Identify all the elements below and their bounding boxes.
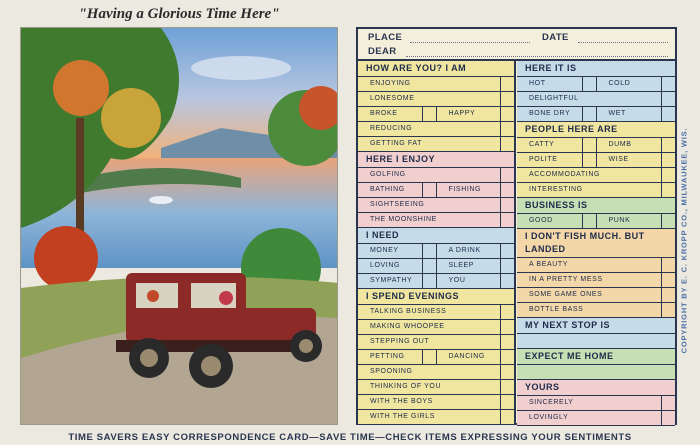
option-row xyxy=(358,136,514,151)
dear-label: DEAR xyxy=(368,46,397,57)
option-wise[interactable] xyxy=(596,153,676,167)
option-label: HAPPY xyxy=(448,110,476,117)
option-row xyxy=(358,379,514,394)
option-wet[interactable] xyxy=(596,107,676,121)
option-row xyxy=(517,76,675,91)
section-here-it-is xyxy=(517,61,675,122)
option-label: STEPPING OUT xyxy=(370,338,430,345)
option-with-the-boys[interactable] xyxy=(358,395,514,409)
section-yours xyxy=(517,380,675,426)
date-line[interactable] xyxy=(578,42,668,43)
option-row xyxy=(517,257,675,272)
option-row xyxy=(358,76,514,91)
option-row xyxy=(517,137,675,152)
section-i-spend-evenings xyxy=(358,289,514,425)
checkbox[interactable] xyxy=(422,259,436,273)
option-label: ACCOMMODATING xyxy=(529,171,601,178)
section-title: BUSINESS IS xyxy=(525,200,588,210)
option-getting-fat[interactable] xyxy=(358,137,514,151)
option-label: SIGHTSEEING xyxy=(370,201,425,208)
option-in-a-pretty-mess[interactable] xyxy=(517,273,675,287)
option-accommodating[interactable] xyxy=(517,168,675,182)
option-happy[interactable] xyxy=(436,107,515,121)
section-i-don-t-fish-much-but-landed xyxy=(517,229,675,318)
option-label: COLD xyxy=(608,80,631,87)
autumn-leaves-2 xyxy=(53,60,109,116)
option-row xyxy=(517,167,675,182)
scene-svg xyxy=(21,28,338,425)
option-talking-business[interactable] xyxy=(358,305,514,319)
option-label: WITH THE BOYS xyxy=(370,398,433,405)
form-header xyxy=(358,29,675,61)
section-how-are-you-i-am xyxy=(358,61,514,152)
option-label: SPOONING xyxy=(370,368,413,375)
option-the-moonshine[interactable] xyxy=(358,213,514,227)
section-title: EXPECT ME HOME xyxy=(525,351,614,361)
option-broke[interactable] xyxy=(358,107,436,121)
option-row xyxy=(517,213,675,228)
autumn-leaves xyxy=(101,88,161,148)
section-title: YOURS xyxy=(525,382,560,392)
checkbox[interactable] xyxy=(422,244,436,258)
checkbox[interactable] xyxy=(422,183,436,197)
option-money[interactable] xyxy=(358,244,436,258)
option-label: PETTING xyxy=(370,353,405,360)
option-row xyxy=(358,121,514,136)
section-title: I DON'T FISH MUCH. BUT LANDED xyxy=(525,231,645,254)
option-polite[interactable] xyxy=(517,153,596,167)
checkbox[interactable] xyxy=(500,198,514,212)
option-with-the-girls[interactable] xyxy=(358,410,514,424)
card-caption: "Having a Glorious Time Here" xyxy=(78,6,280,22)
section-title: I NEED xyxy=(366,230,400,240)
option-some-game-ones[interactable] xyxy=(517,288,675,302)
option-label: PUNK xyxy=(608,217,631,224)
option-row xyxy=(517,91,675,106)
option-label: WITH THE GIRLS xyxy=(370,413,436,420)
option-reducing[interactable] xyxy=(358,122,514,136)
option-label: HOT xyxy=(529,80,546,87)
option-row xyxy=(358,243,514,258)
option-label: BONE DRY xyxy=(529,110,571,117)
checkbox[interactable] xyxy=(582,138,596,152)
option-row xyxy=(358,258,514,273)
option-label: WISE xyxy=(608,156,629,163)
option-thinking-of-you[interactable] xyxy=(358,380,514,394)
section-people-here-are xyxy=(517,122,675,198)
option-row xyxy=(358,349,514,364)
option-label: MONEY xyxy=(370,247,399,254)
option-bottle-bass[interactable] xyxy=(517,303,675,317)
option-row xyxy=(358,364,514,379)
checkbox[interactable] xyxy=(582,153,596,167)
option-dumb[interactable] xyxy=(596,138,676,152)
option-row xyxy=(358,334,514,349)
option-label: LOVINGLY xyxy=(529,414,569,421)
section-business-is xyxy=(517,198,675,229)
option-row xyxy=(358,91,514,106)
option-label: GETTING FAT xyxy=(370,140,422,147)
checkbox[interactable] xyxy=(500,259,514,273)
option-lonesome[interactable] xyxy=(358,92,514,106)
option-label: THE MOONSHINE xyxy=(370,216,437,223)
option-row xyxy=(358,182,514,197)
option-fishing[interactable] xyxy=(436,183,515,197)
option-label: TALKING BUSINESS xyxy=(370,308,447,315)
section-my-next-stop-is xyxy=(517,318,675,349)
option-row xyxy=(358,394,514,409)
place-line[interactable] xyxy=(410,42,530,43)
option-label: FISHING xyxy=(448,186,482,193)
section-title: I SPEND EVENINGS xyxy=(366,291,460,301)
option-golfing[interactable] xyxy=(358,168,514,182)
option-label: LONESOME xyxy=(370,95,415,102)
dear-line[interactable] xyxy=(406,56,668,57)
option-row xyxy=(358,273,514,288)
option-row xyxy=(517,395,675,410)
correspondence-form xyxy=(356,27,677,425)
option-label: BROKE xyxy=(370,110,398,117)
option-row xyxy=(358,304,514,319)
option-row xyxy=(517,272,675,287)
checkbox[interactable] xyxy=(661,396,675,410)
option-label: SLEEP xyxy=(448,262,475,269)
option-row xyxy=(517,287,675,302)
option-label: GOOD xyxy=(529,217,553,224)
option-catty[interactable] xyxy=(517,138,596,152)
section-title: HOW ARE YOU? I AM xyxy=(366,63,467,73)
option-making-whoopee[interactable] xyxy=(358,320,514,334)
checkbox[interactable] xyxy=(500,410,514,424)
checkbox[interactable] xyxy=(500,320,514,334)
option-label: SOME GAME ONES xyxy=(529,291,603,298)
option-you[interactable] xyxy=(436,274,515,288)
option-stepping-out[interactable] xyxy=(358,335,514,349)
checkbox[interactable] xyxy=(500,122,514,136)
option-label: BOTTLE BASS xyxy=(529,306,584,313)
option-dancing[interactable] xyxy=(436,350,515,364)
option-label: REDUCING xyxy=(370,125,413,132)
copyright-notice: COPYRIGHT BY E. C. KROPP CO., MILWAUKEE, WIS. xyxy=(679,127,689,353)
option-bathing[interactable] xyxy=(358,183,436,197)
option-sleep[interactable] xyxy=(436,259,515,273)
option-row xyxy=(517,410,675,425)
option-label: BATHING xyxy=(370,186,405,193)
cloud xyxy=(191,56,291,80)
checkbox[interactable] xyxy=(500,380,514,394)
option-label: CATTY xyxy=(529,141,555,148)
option-sightseeing[interactable] xyxy=(358,198,514,212)
option-label: SYMPATHY xyxy=(370,277,413,284)
checkbox[interactable] xyxy=(422,274,436,288)
option-label: A BEAUTY xyxy=(529,261,569,268)
option-row xyxy=(517,106,675,121)
section-title: MY NEXT STOP IS xyxy=(525,320,611,330)
section-expect-me-home xyxy=(517,349,675,380)
checkbox[interactable] xyxy=(500,335,514,349)
write-in-line[interactable] xyxy=(517,333,675,348)
place-label: PLACE xyxy=(368,32,403,43)
option-label: WET xyxy=(608,110,626,117)
checkbox[interactable] xyxy=(500,244,514,258)
write-in-line[interactable] xyxy=(517,364,675,379)
checkbox[interactable] xyxy=(422,350,436,364)
option-label: GOLFING xyxy=(370,171,406,178)
option-label: IN A PRETTY MESS xyxy=(529,276,603,283)
option-a-beauty[interactable] xyxy=(517,258,675,272)
boat xyxy=(149,196,173,204)
checkbox[interactable] xyxy=(582,77,596,91)
option-row xyxy=(358,409,514,424)
checkbox[interactable] xyxy=(500,395,514,409)
checkbox[interactable] xyxy=(500,183,514,197)
option-row xyxy=(358,167,514,182)
checkbox[interactable] xyxy=(500,107,514,121)
checkbox[interactable] xyxy=(500,305,514,319)
checkbox[interactable] xyxy=(500,365,514,379)
option-cold[interactable] xyxy=(596,77,676,91)
section-i-need xyxy=(358,228,514,289)
option-label: POLITE xyxy=(529,156,558,163)
checkbox[interactable] xyxy=(422,107,436,121)
option-label: MAKING WHOOPEE xyxy=(370,323,445,330)
section-title: HERE I ENJOY xyxy=(366,154,436,164)
checkbox[interactable] xyxy=(500,213,514,227)
checkbox[interactable] xyxy=(661,77,675,91)
option-petting[interactable] xyxy=(358,350,436,364)
option-a-drink[interactable] xyxy=(436,244,515,258)
option-label: DANCING xyxy=(448,353,485,360)
option-punk[interactable] xyxy=(596,214,676,228)
option-row xyxy=(517,182,675,197)
option-row xyxy=(358,212,514,227)
option-sympathy[interactable] xyxy=(358,274,436,288)
option-row xyxy=(358,197,514,212)
option-label: YOU xyxy=(448,277,466,284)
option-good[interactable] xyxy=(517,214,596,228)
option-label: LOVING xyxy=(370,262,401,269)
lake-scene-illustration xyxy=(20,27,338,425)
checkbox[interactable] xyxy=(500,274,514,288)
checkbox[interactable] xyxy=(500,168,514,182)
option-row xyxy=(517,302,675,317)
left-column xyxy=(358,61,516,423)
option-spooning[interactable] xyxy=(358,365,514,379)
section-title: PEOPLE HERE ARE xyxy=(525,124,618,134)
option-hot[interactable] xyxy=(517,77,596,91)
option-label: DELIGHTFUL xyxy=(529,95,579,102)
option-row xyxy=(358,319,514,334)
right-column xyxy=(517,61,675,423)
red-bush xyxy=(34,226,98,290)
section-here-i-enjoy xyxy=(358,152,514,228)
checkbox[interactable] xyxy=(500,77,514,91)
option-label: DUMB xyxy=(608,141,632,148)
checkbox[interactable] xyxy=(582,214,596,228)
option-label: SINCERELY xyxy=(529,399,574,406)
option-row xyxy=(358,106,514,121)
option-interesting[interactable] xyxy=(517,183,675,197)
option-loving[interactable] xyxy=(358,259,436,273)
option-label: ENJOYING xyxy=(370,80,411,87)
section-title: HERE IT IS xyxy=(525,63,577,73)
option-enjoying[interactable] xyxy=(358,77,514,91)
card-footer: TIME SAVERS EASY CORRESPONDENCE CARD—SAVE TIME—CHECK ITEMS EXPRESSING YOUR SENTIMENTS xyxy=(68,432,632,443)
checkbox[interactable] xyxy=(661,411,675,425)
option-row xyxy=(517,152,675,167)
option-sincerely[interactable] xyxy=(517,396,675,410)
option-lovingly[interactable] xyxy=(517,411,675,425)
checkbox[interactable] xyxy=(500,137,514,151)
checkbox[interactable] xyxy=(582,107,596,121)
option-label: A DRINK xyxy=(448,247,481,254)
checkbox[interactable] xyxy=(500,350,514,364)
date-label: DATE xyxy=(542,32,569,43)
option-delightful[interactable] xyxy=(517,92,675,106)
checkbox[interactable] xyxy=(500,92,514,106)
option-label: INTERESTING xyxy=(529,186,583,193)
option-bone-dry[interactable] xyxy=(517,107,596,121)
option-label: THINKING OF YOU xyxy=(370,383,442,390)
